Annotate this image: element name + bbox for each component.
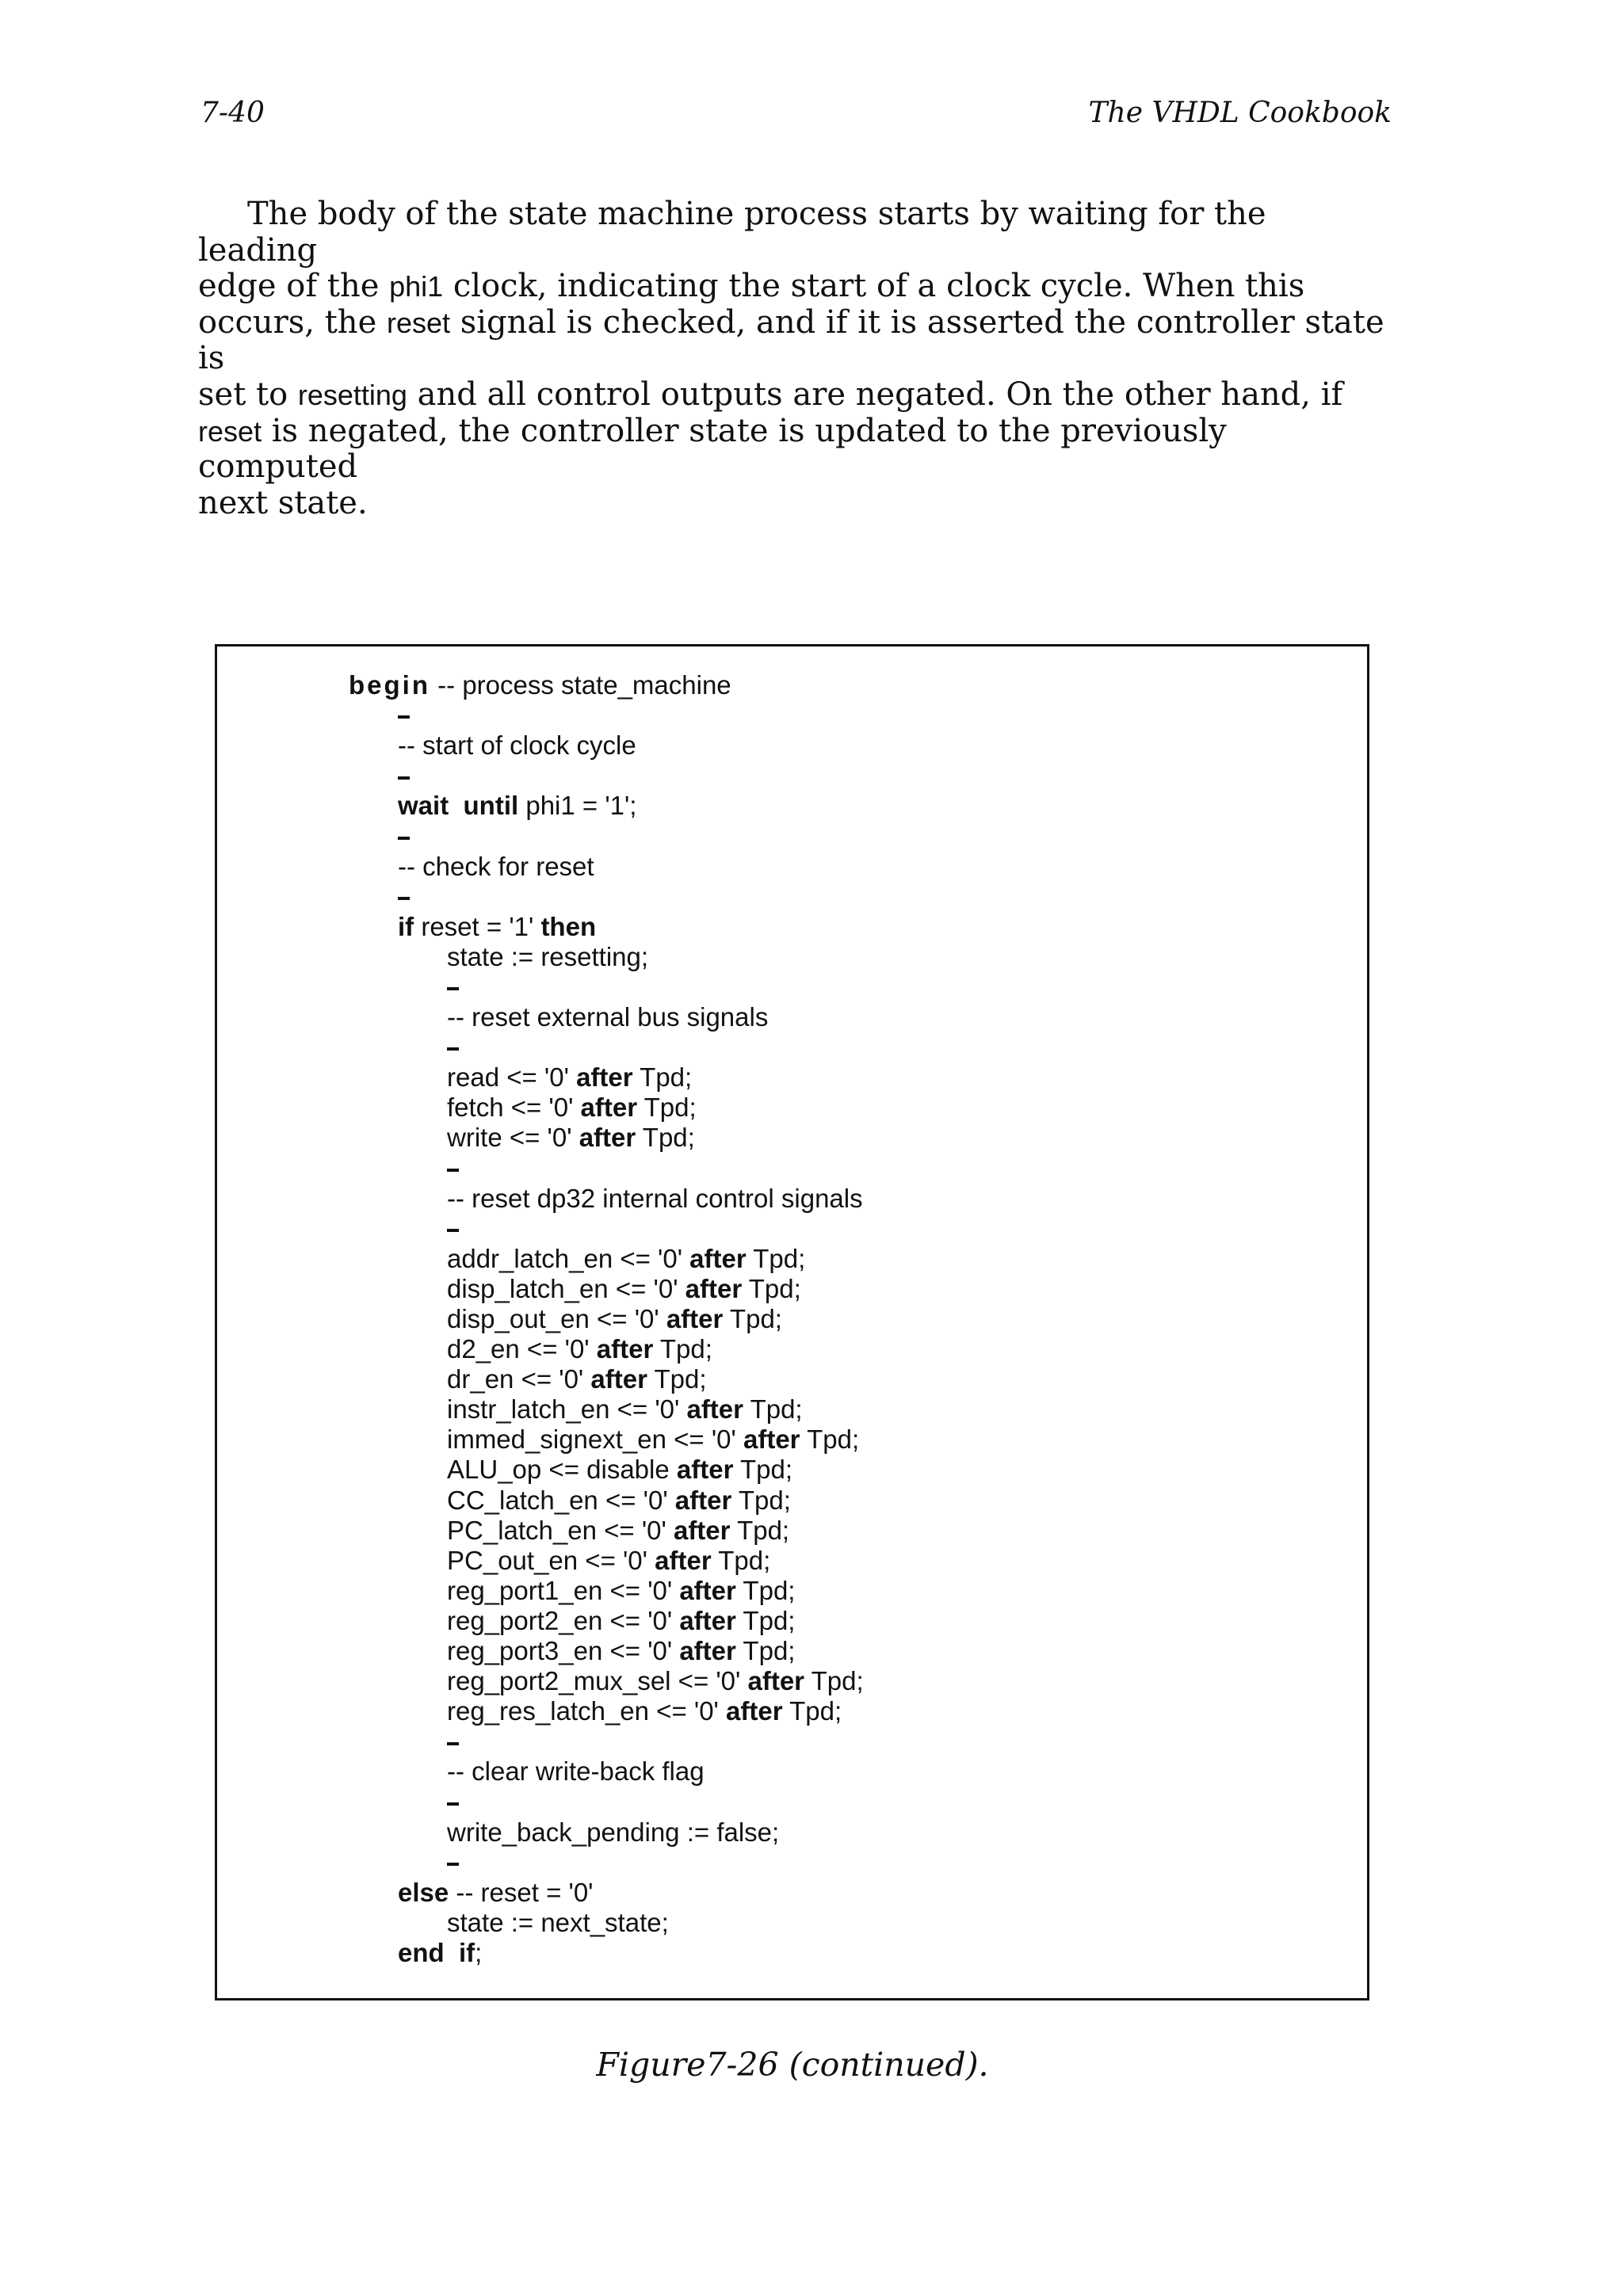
dash-mark <box>447 1047 459 1051</box>
code-line <box>349 1787 864 1817</box>
dash-mark <box>447 1229 459 1232</box>
code-line: end if; <box>398 1937 483 1967</box>
code-line: reg_port1_en <= '0' after Tpd; <box>447 1575 796 1605</box>
code-line: begin -- process state_machine <box>349 670 731 700</box>
code-line <box>349 1214 864 1244</box>
bus-signal-lines <box>349 1062 864 1153</box>
code-line: state := next_state; <box>447 1907 669 1937</box>
code-term: reset <box>386 306 450 339</box>
control-signal-lines <box>349 1244 864 1727</box>
running-header-title: The VHDL Cookbook <box>1088 97 1392 129</box>
code-term: reset <box>198 414 262 448</box>
dash-mark <box>447 1169 459 1172</box>
code-line <box>349 821 864 851</box>
code-line: wait until phi1 = '1'; <box>398 791 637 821</box>
code-line <box>349 761 864 791</box>
code-line: PC_latch_en <= '0' after Tpd; <box>447 1515 790 1545</box>
page-number: 7-40 <box>200 97 265 129</box>
code-line: read <= '0' after Tpd; <box>447 1062 693 1093</box>
dash-mark <box>398 715 410 719</box>
code-line: disp_out_en <= '0' after Tpd; <box>447 1303 782 1333</box>
code-line: reg_port2_en <= '0' after Tpd; <box>447 1605 796 1635</box>
dash-mark <box>398 776 410 780</box>
code-figure-box <box>215 644 1369 2000</box>
code-line: write_back_pending := false; <box>447 1817 780 1847</box>
code-line: d2_en <= '0' after Tpd; <box>447 1334 712 1364</box>
code-line <box>349 1032 864 1062</box>
code-line: instr_latch_en <= '0' after Tpd; <box>447 1394 803 1425</box>
code-line: reg_res_latch_en <= '0' after Tpd; <box>447 1696 842 1726</box>
code-line: if reset = '1' then <box>398 911 597 941</box>
code-line <box>349 1726 864 1756</box>
code-line <box>349 882 864 912</box>
code-line: fetch <= '0' after Tpd; <box>447 1093 697 1123</box>
figure-caption: Figure7-26 (continued). <box>596 2046 989 2084</box>
code-line: -- reset external bus signals <box>447 1002 769 1032</box>
code-line <box>349 1848 864 1878</box>
dash-mark <box>447 987 459 990</box>
dash-mark <box>447 1742 459 1745</box>
code-line: dr_en <= '0' after Tpd; <box>447 1364 707 1394</box>
dash-mark <box>447 1863 459 1866</box>
code-line: -- reset dp32 internal control signals <box>447 1183 863 1213</box>
code-line <box>349 972 864 1002</box>
body-paragraph: The body of the state machine process starts by waiting for the leading edge of the phi1 clock, indicating the start of a clock cycle. When this occurs, the reset signal is checked, and if it is asserted the controller state is set to resetting and all control outputs are negated. On the other hand, if reset is negated, the controller state is updated to the previously computed next state. <box>198 196 1384 521</box>
dash-mark <box>398 837 410 840</box>
code-line: reg_port2_mux_sel <= '0' after Tpd; <box>447 1666 864 1696</box>
code-listing <box>349 670 864 1968</box>
code-line: addr_latch_en <= '0' after Tpd; <box>447 1243 806 1273</box>
code-line: reg_port3_en <= '0' after Tpd; <box>447 1636 796 1665</box>
code-term: resetting <box>297 378 407 411</box>
code-line: write <= '0' after Tpd; <box>447 1123 695 1153</box>
code-line: -- clear write-back flag <box>447 1756 705 1787</box>
code-line: PC_out_en <= '0' after Tpd; <box>447 1545 771 1575</box>
code-line: -- start of clock cycle <box>398 730 636 761</box>
code-line: ALU_op <= disable after Tpd; <box>447 1455 793 1485</box>
code-line: disp_latch_en <= '0' after Tpd; <box>447 1273 801 1303</box>
code-term: phi1 <box>389 270 444 303</box>
code-line <box>349 700 864 730</box>
code-line: CC_latch_en <= '0' after Tpd; <box>447 1485 791 1515</box>
dash-mark <box>398 897 410 900</box>
code-line: -- check for reset <box>398 851 594 881</box>
code-line: else -- reset = '0' <box>398 1877 594 1907</box>
code-line <box>349 1154 864 1184</box>
dash-mark <box>447 1802 459 1806</box>
code-line: state := resetting; <box>447 941 649 971</box>
code-line: immed_signext_en <= '0' after Tpd; <box>447 1425 860 1455</box>
